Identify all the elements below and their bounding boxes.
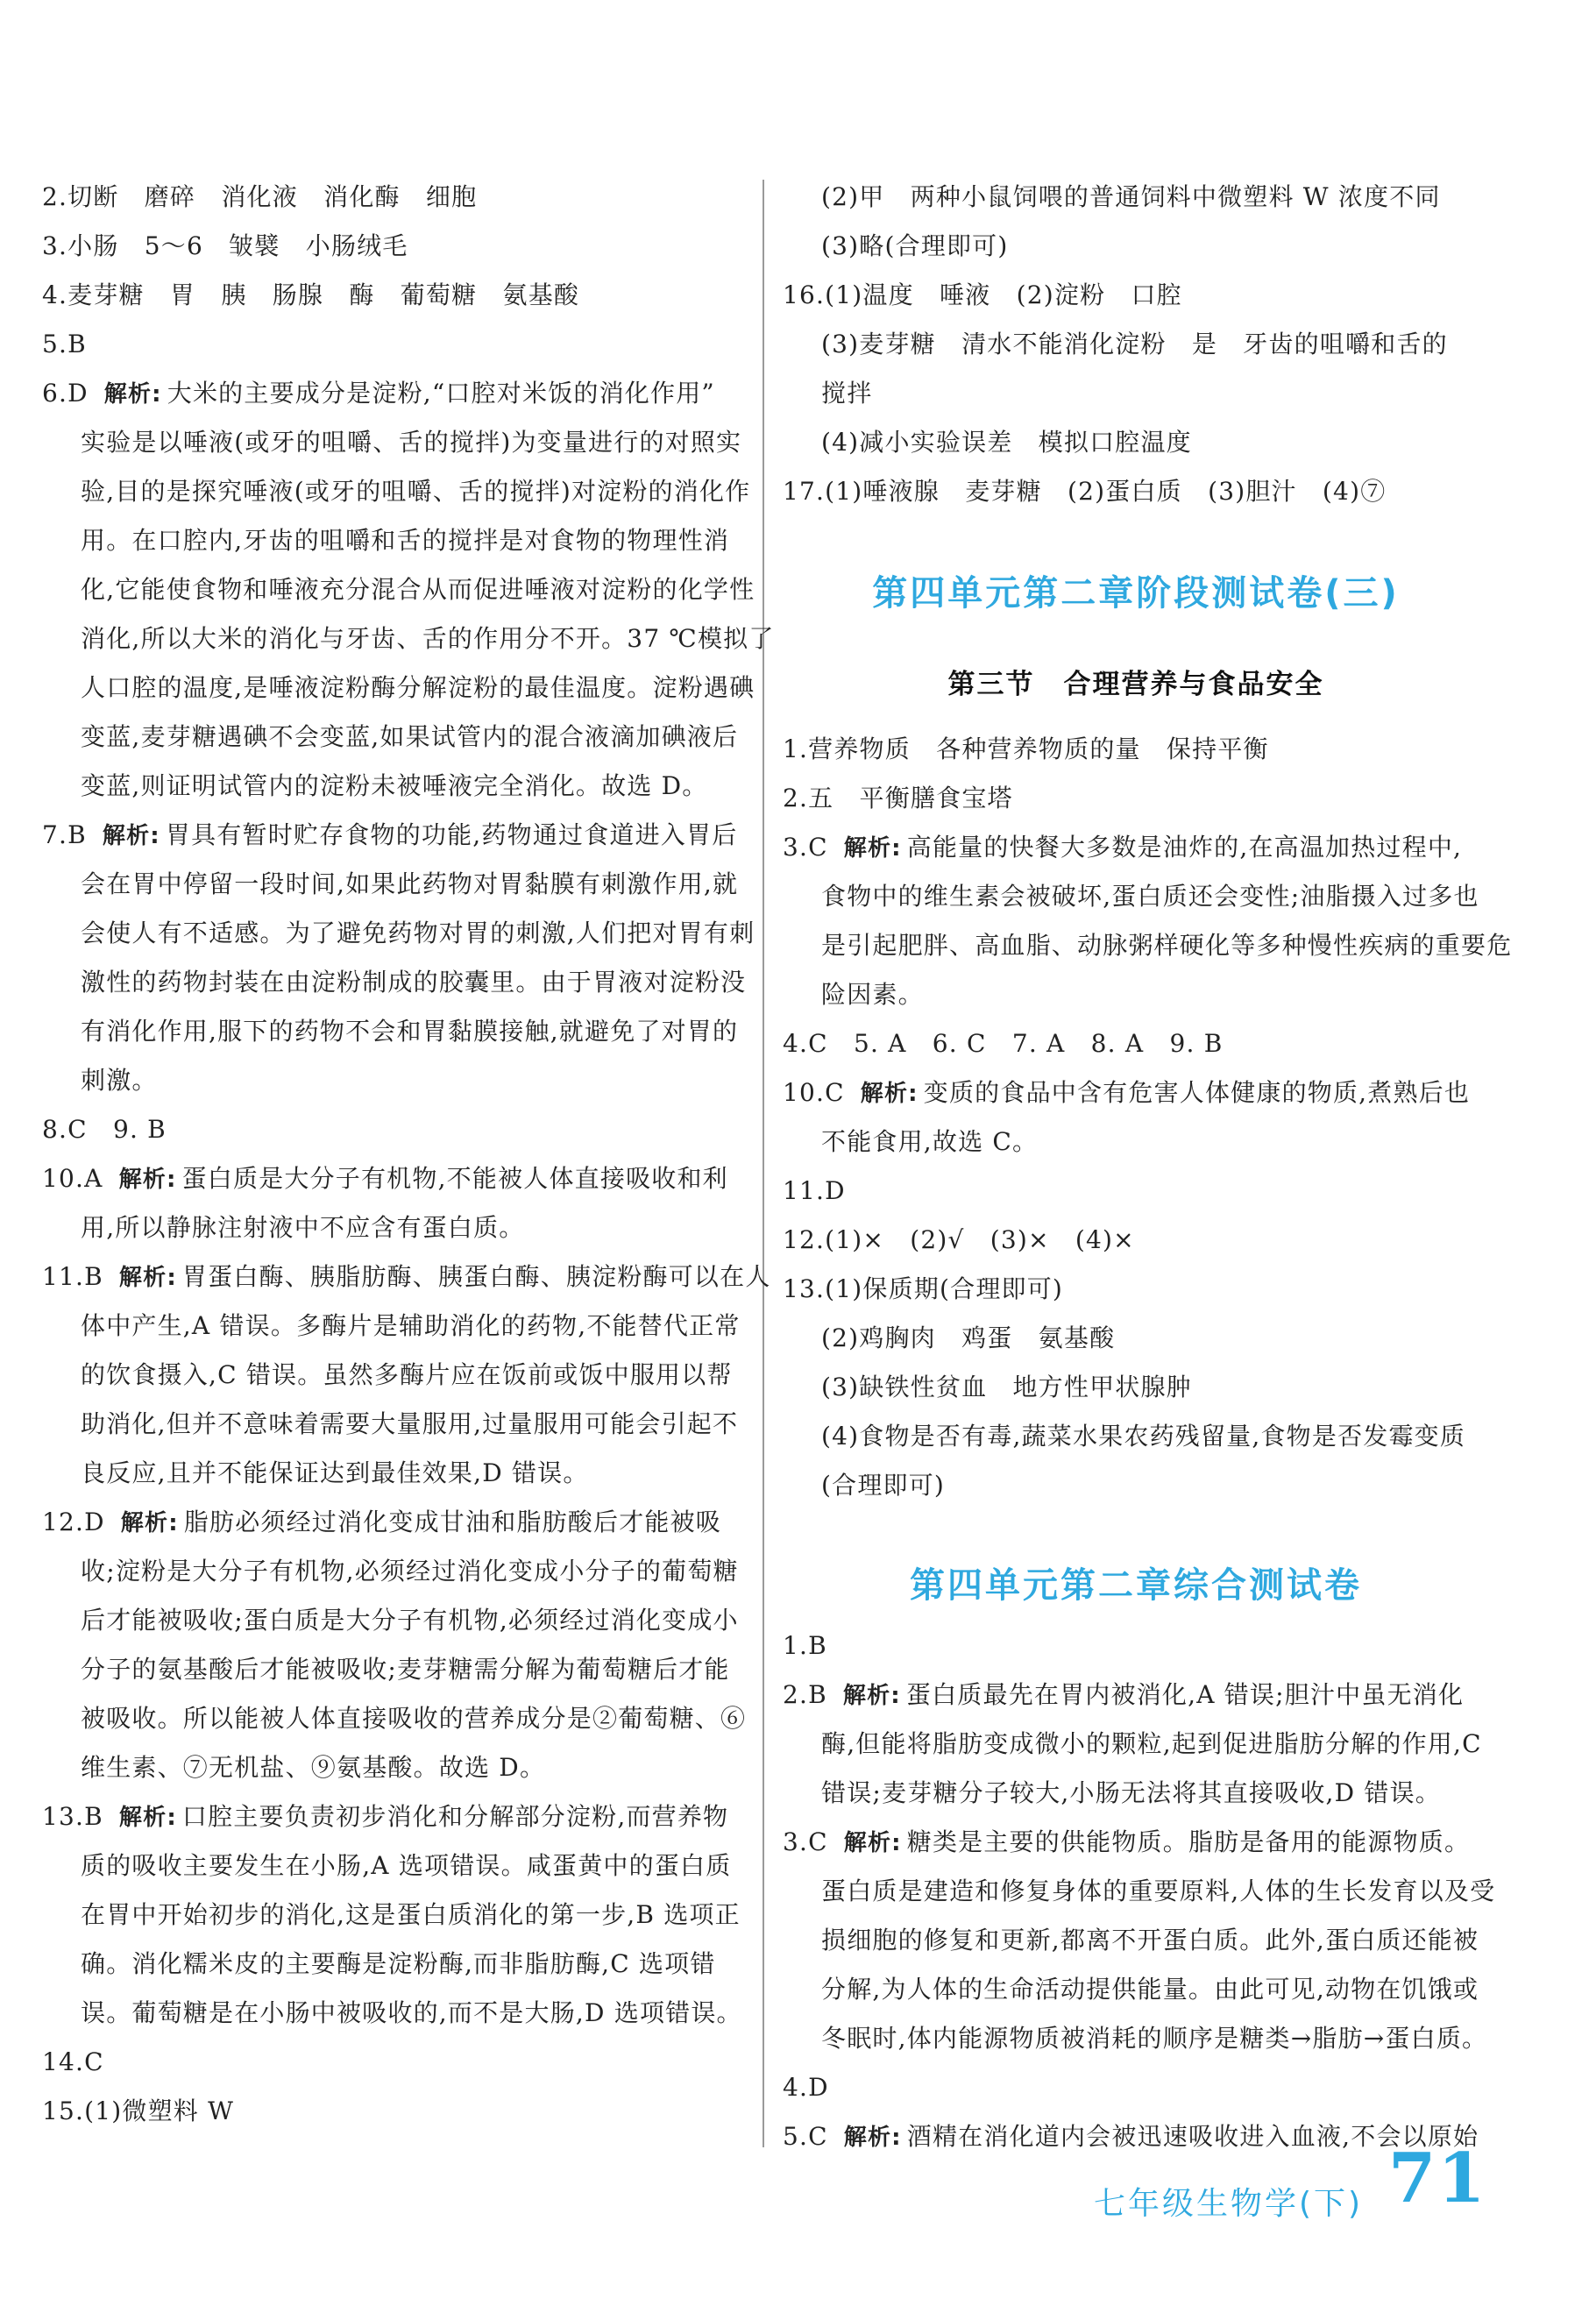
answer-text: (4)食物是否有毒,蔬菜水果农药残留量,食物是否发霉变质 <box>821 1422 1466 1451</box>
answer-text: 营养物质 各种营养物质的量 保持平衡 <box>808 734 1269 763</box>
answer-text: 良反应,且并不能保证达到最佳效果,D 错误。 <box>81 1458 589 1487</box>
answer-text: 分子的氨基酸后才能被吸收;麦芽糖需分解为葡萄糖后才能 <box>81 1655 730 1684</box>
answer-letter: D <box>67 379 89 408</box>
answer-continuation <box>42 523 743 558</box>
answer-item <box>42 1259 771 1295</box>
answer-text: 维生素、⑦无机盐、⑨氨基酸。故选 D。 <box>81 1753 546 1782</box>
answer-continuation <box>42 1701 747 1736</box>
answer-item <box>783 1678 1489 1713</box>
answer-item <box>42 2045 743 2080</box>
answer-text: (3)略(合理即可) <box>821 231 1009 260</box>
answer-continuation <box>783 1972 1489 2007</box>
answer-item <box>783 1825 1489 1861</box>
answer-continuation <box>42 621 775 656</box>
answer-continuation <box>783 1468 1489 1503</box>
answer-text: 损细胞的修复和更新,都离不开蛋白质。此外,蛋白质还能被 <box>821 1926 1479 1955</box>
answer-text: 高能量的快餐大多数是油炸的,在高温加热过程中, <box>906 833 1463 862</box>
answer-continuation <box>42 425 743 460</box>
answer-text: 五 平衡膳食宝塔 <box>808 784 1013 812</box>
analysis-label: 解析: <box>120 1510 179 1536</box>
answer-text: (4)减小实验误差 模拟口腔温度 <box>821 428 1192 457</box>
answer-item <box>42 2094 743 2129</box>
answer-item <box>783 781 1489 816</box>
answer-text: 食物中的维生素会被破坏,蛋白质还会变性;油脂摄入过多也 <box>821 882 1479 911</box>
answer-item <box>783 1075 1489 1111</box>
answer-text: 蛋白质最先在胃内被消化,A 错误;胆汁中虽无消化 <box>905 1680 1465 1709</box>
answer-item <box>42 1112 743 1147</box>
answer-text: 会使人有不适感。为了避免药物对胃的刺激,人们把对胃有刺 <box>81 919 755 947</box>
answer-continuation <box>42 1603 743 1638</box>
answer-text: 后才能被吸收;蛋白质是大分子有机物,必须经过消化变成小 <box>81 1606 739 1635</box>
answer-text: 刺激。 <box>81 1066 158 1095</box>
answer-continuation <box>783 1370 1489 1405</box>
answer-text: 人口腔的温度,是唾液淀粉酶分解淀粉的最佳温度。淀粉遇碘 <box>81 673 755 702</box>
question-number: 5. <box>42 330 68 358</box>
answer-text: 验,目的是探究唾液(或牙的咀嚼、舌的搅拌)对淀粉的消化作 <box>81 477 751 506</box>
answer-item <box>42 229 743 264</box>
answer-text: (1)微塑料 W <box>84 2097 235 2125</box>
answer-item <box>42 180 743 215</box>
answer-continuation <box>42 1554 743 1589</box>
answer-text: 实验是以唾液(或牙的咀嚼、舌的搅拌)为变量进行的对照实 <box>81 428 742 457</box>
answer-item <box>42 818 743 854</box>
answer-continuation <box>42 1309 743 1344</box>
answer-text: 会在胃中停留一段时间,如果此药物对胃黏膜有刺激作用,就 <box>81 869 739 898</box>
answer-text: 酶,但能将脂肪变成微小的颗粒,起到促进脂肪分解的作用,C <box>821 1729 1482 1758</box>
answer-text: 蛋白质是大分子有机物,不能被人体直接吸收和利 <box>181 1164 728 1193</box>
question-number: 17. <box>783 477 826 506</box>
answer-continuation <box>783 229 1489 264</box>
answer-text: D <box>825 1176 846 1205</box>
answer-text: 化,它能使食物和唾液充分混合从而促进唾液对淀粉的化学性 <box>81 575 755 604</box>
answer-text: (合理即可) <box>821 1471 946 1500</box>
answer-continuation <box>783 180 1489 215</box>
answer-item <box>783 1026 1489 1061</box>
answer-text: 是引起肥胖、高血脂、动脉粥样硬化等多种慢性疾病的重要危 <box>821 931 1513 960</box>
answer-item <box>42 376 743 412</box>
question-number: 12. <box>42 1508 85 1536</box>
answer-continuation <box>42 474 751 509</box>
question-number: 8. <box>42 1115 68 1144</box>
answer-text: 在胃中开始初步的消化,这是蛋白质消化的第一步,B 选项正 <box>81 1900 741 1929</box>
question-number: 4. <box>783 1029 809 1058</box>
answer-text: 口腔主要负责初步消化和分解部分淀粉,而营养物 <box>181 1802 729 1831</box>
footer-grade-subject: 七年级生物学(下) <box>1094 2186 1364 2222</box>
answer-item <box>783 1628 1489 1664</box>
answer-text: (1)× (2)√ (3)× (4)× <box>825 1225 1135 1254</box>
answer-continuation <box>783 425 1489 460</box>
answer-text: 搅拌 <box>821 379 873 408</box>
answer-continuation <box>783 977 1489 1012</box>
answer-text: 变质的食品中含有危害人体健康的物质,煮熟后也 <box>923 1078 1471 1107</box>
answer-text: D <box>808 2073 829 2102</box>
answer-text: 胃蛋白酶、胰脂肪酶、胰蛋白酶、胰淀粉酶可以在人 <box>181 1262 771 1291</box>
answer-letter: A <box>84 1164 103 1193</box>
question-number: 3. <box>42 231 68 260</box>
question-number: 5. <box>783 2122 809 2151</box>
page-number: 71 <box>1388 2139 1487 2218</box>
answer-text: 分解,为人体的生命活动提供能量。由此可见,动物在饥饿或 <box>821 1975 1479 2004</box>
answer-text: 误。葡萄糖是在小肠中被吸收的,而不是大肠,D 选项错误。 <box>81 1998 742 2027</box>
answer-item <box>783 1174 1489 1209</box>
answer-text: C <box>84 2047 104 2076</box>
answer-item <box>783 2070 1489 2105</box>
answer-continuation <box>42 867 743 902</box>
answer-text: 脂肪必须经过消化变成甘油和脂肪酸后才能被吸 <box>183 1508 721 1536</box>
answer-text: 错误;麦芽糖分子较大,小肠无法将其直接吸收,D 错误。 <box>821 1778 1441 1807</box>
answer-continuation <box>42 1358 743 1393</box>
answer-letter: C <box>808 2122 828 2151</box>
question-number: 14. <box>42 2047 85 2076</box>
answer-text: (2)甲 两种小鼠饲喂的普通饲料中微塑料 W 浓度不同 <box>821 182 1441 211</box>
answer-item <box>783 1223 1489 1258</box>
question-number: 2. <box>42 182 68 211</box>
analysis-label: 解析: <box>102 823 160 849</box>
answer-continuation <box>783 1874 1496 1909</box>
question-number: 13. <box>42 1802 85 1831</box>
answer-letter: C <box>808 833 828 862</box>
answer-text: 胃具有暂时贮存食物的功能,药物通过食道进入胃后 <box>165 820 738 849</box>
answer-continuation <box>42 769 743 804</box>
answer-letter: D <box>84 1508 105 1536</box>
answer-continuation <box>783 1776 1489 1811</box>
answer-text: 的饮食摄入,C 错误。虽然多酶片应在饭前或饭中服用以帮 <box>81 1360 733 1389</box>
question-number: 3. <box>783 833 809 862</box>
answer-item <box>42 1505 743 1541</box>
question-number: 16. <box>783 280 826 309</box>
answer-item <box>783 278 1489 313</box>
answer-text: 质的吸收主要发生在小肠,A 选项错误。咸蛋黄中的蛋白质 <box>81 1851 732 1880</box>
question-number: 2. <box>783 1680 809 1709</box>
question-number: 6. <box>42 379 68 408</box>
answer-text: (3)缺铁性贫血 地方性甲状腺肿 <box>821 1373 1192 1401</box>
answer-continuation <box>42 1750 743 1785</box>
answer-text: 酒精在消化道内会被迅速吸收进入血液,不会以原始 <box>906 2122 1479 2151</box>
analysis-label: 解析: <box>843 835 902 862</box>
answer-text: 蛋白质是建造和修复身体的重要原料,人体的生长发育以及受 <box>821 1877 1496 1905</box>
answer-text: 用。在口腔内,牙齿的咀嚼和舌的搅拌是对食物的物理性消 <box>81 526 730 555</box>
unit-title-stage-test: 第四单元第二章阶段测试卷(三) <box>872 573 1400 614</box>
answer-text: 体中产生,A 错误。多酶片是辅助消化的药物,不能替代正常 <box>81 1311 741 1340</box>
question-number: 11. <box>42 1262 85 1291</box>
answer-text: 小肠 5～6 皱襞 小肠绒毛 <box>67 231 408 260</box>
answer-text: (1)唾液腺 麦芽糖 (2)蛋白质 (3)胆汁 (4)⑦ <box>825 477 1387 506</box>
column-divider <box>763 180 764 2147</box>
answer-continuation <box>783 1923 1489 1958</box>
answer-item <box>783 732 1489 767</box>
answer-letter: B <box>84 1802 103 1831</box>
answer-item <box>783 474 1489 509</box>
answer-letter: C <box>808 1827 828 1856</box>
answer-item <box>42 327 743 362</box>
unit-title-comprehensive-test: 第四单元第二章综合测试卷 <box>910 1565 1362 1606</box>
answer-letter: B <box>808 1680 827 1709</box>
analysis-label: 解析: <box>843 2125 902 2151</box>
answer-continuation <box>42 1014 743 1049</box>
answer-item <box>42 1799 743 1835</box>
question-number: 11. <box>783 1176 826 1205</box>
answer-continuation <box>42 572 755 607</box>
question-number: 1. <box>783 734 809 763</box>
answer-text: 切断 磨碎 消化液 消化酶 细胞 <box>67 182 478 211</box>
answer-continuation <box>42 1456 743 1491</box>
answer-continuation <box>42 965 747 1000</box>
answer-item <box>42 278 743 313</box>
answer-continuation <box>42 1898 743 1933</box>
question-number: 4. <box>42 280 68 309</box>
answer-continuation <box>42 720 743 755</box>
analysis-label: 解析: <box>843 1830 902 1856</box>
question-number: 1. <box>783 1631 809 1660</box>
answer-continuation <box>42 670 755 706</box>
answer-continuation <box>783 1125 1489 1160</box>
answer-text: (1)温度 唾液 (2)淀粉 口腔 <box>825 280 1182 309</box>
answer-continuation <box>783 376 1489 411</box>
question-number: 15. <box>42 2097 85 2125</box>
answer-text: (2)鸡胸肉 鸡蛋 氨基酸 <box>821 1323 1116 1352</box>
question-number: 10. <box>783 1078 826 1107</box>
answer-letter: B <box>84 1262 103 1291</box>
answer-continuation <box>42 1996 743 2031</box>
answer-item <box>42 1161 743 1197</box>
answer-continuation <box>42 1210 743 1245</box>
answer-text: 有消化作用,服下的药物不会和胃黏膜接触,就避免了对胃的 <box>81 1017 739 1046</box>
answer-continuation <box>42 1848 743 1884</box>
answer-text: 助消化,但并不意味着需要大量服用,过量服用可能会引起不 <box>81 1409 739 1438</box>
question-number: 7. <box>42 820 68 849</box>
answer-continuation <box>783 1419 1489 1454</box>
answer-continuation <box>783 879 1489 914</box>
answer-text: (3)麦芽糖 清水不能消化淀粉 是 牙齿的咀嚼和舌的 <box>821 330 1448 358</box>
answer-text: C 9. B <box>67 1115 167 1144</box>
answer-item <box>783 2119 1489 2155</box>
question-number: 12. <box>783 1225 826 1254</box>
answer-text: 麦芽糖 胃 胰 肠腺 酶 葡萄糖 氨基酸 <box>67 280 580 309</box>
answer-text: B <box>808 1631 827 1660</box>
answer-letter: B <box>67 820 87 849</box>
question-number: 2. <box>783 784 809 812</box>
analysis-label: 解析: <box>118 1265 177 1291</box>
answer-continuation <box>42 916 755 951</box>
answer-continuation <box>783 928 1513 963</box>
question-number: 10. <box>42 1164 85 1193</box>
answer-text: 确。消化糯米皮的主要酶是淀粉酶,而非脂肪酶,C 选项错 <box>81 1949 716 1978</box>
answer-continuation <box>783 2021 1489 2056</box>
answer-text: 用,所以静脉注射液中不应含有蛋白质。 <box>81 1213 525 1242</box>
question-number: 13. <box>783 1274 826 1303</box>
answer-continuation <box>42 1407 743 1442</box>
analysis-label: 解析: <box>118 1167 177 1193</box>
section-title: 第三节 合理营养与食品安全 <box>947 669 1324 700</box>
answer-continuation <box>783 327 1489 362</box>
answer-text: 大米的主要成分是淀粉,“口腔对米饭的消化作用” <box>167 379 715 408</box>
analysis-label: 解析: <box>118 1805 177 1831</box>
answer-continuation <box>42 1063 743 1098</box>
analysis-label: 解析: <box>842 1683 901 1709</box>
answer-continuation <box>42 1652 743 1687</box>
answer-continuation <box>783 1727 1489 1762</box>
answer-text: 收;淀粉是大分子有机物,必须经过消化变成小分子的葡萄糖 <box>81 1557 739 1586</box>
answer-text: 险因素。 <box>821 980 924 1009</box>
answer-text: 变蓝,麦芽糖遇碘不会变蓝,如果试管内的混合液滴加碘液后 <box>81 722 739 751</box>
answer-text: 消化,所以大米的消化与牙齿、舌的作用分不开。37 ℃模拟了 <box>81 624 775 653</box>
answer-text: 冬眠时,体内能源物质被消耗的顺序是糖类→脂肪→蛋白质。 <box>821 2024 1488 2053</box>
answer-text: (1)保质期(合理即可) <box>825 1274 1064 1303</box>
answer-text: 激性的药物封装在由淀粉制成的胶囊里。由于胃液对淀粉没 <box>81 968 747 997</box>
answer-text: 变蓝,则证明试管内的淀粉未被唾液完全消化。故选 D。 <box>81 771 708 800</box>
answer-text: 糖类是主要的供能物质。脂肪是备用的能源物质。 <box>906 1827 1471 1856</box>
analysis-label: 解析: <box>103 381 162 408</box>
answer-letter: C <box>825 1078 845 1107</box>
answer-item <box>783 830 1489 866</box>
answer-continuation <box>42 1947 743 1982</box>
answer-text: C 5. A 6. C 7. A 8. A 9. B <box>808 1029 1224 1058</box>
answer-text: B <box>67 330 87 358</box>
answer-text: 不能食用,故选 C。 <box>821 1127 1039 1156</box>
analysis-label: 解析: <box>860 1081 919 1107</box>
answer-item <box>783 1272 1489 1307</box>
answer-continuation <box>783 1321 1489 1356</box>
question-number: 3. <box>783 1827 809 1856</box>
question-number: 4. <box>783 2073 809 2102</box>
answer-text: 被吸收。所以能被人体直接吸收的营养成分是②葡萄糖、⑥ <box>81 1704 747 1733</box>
